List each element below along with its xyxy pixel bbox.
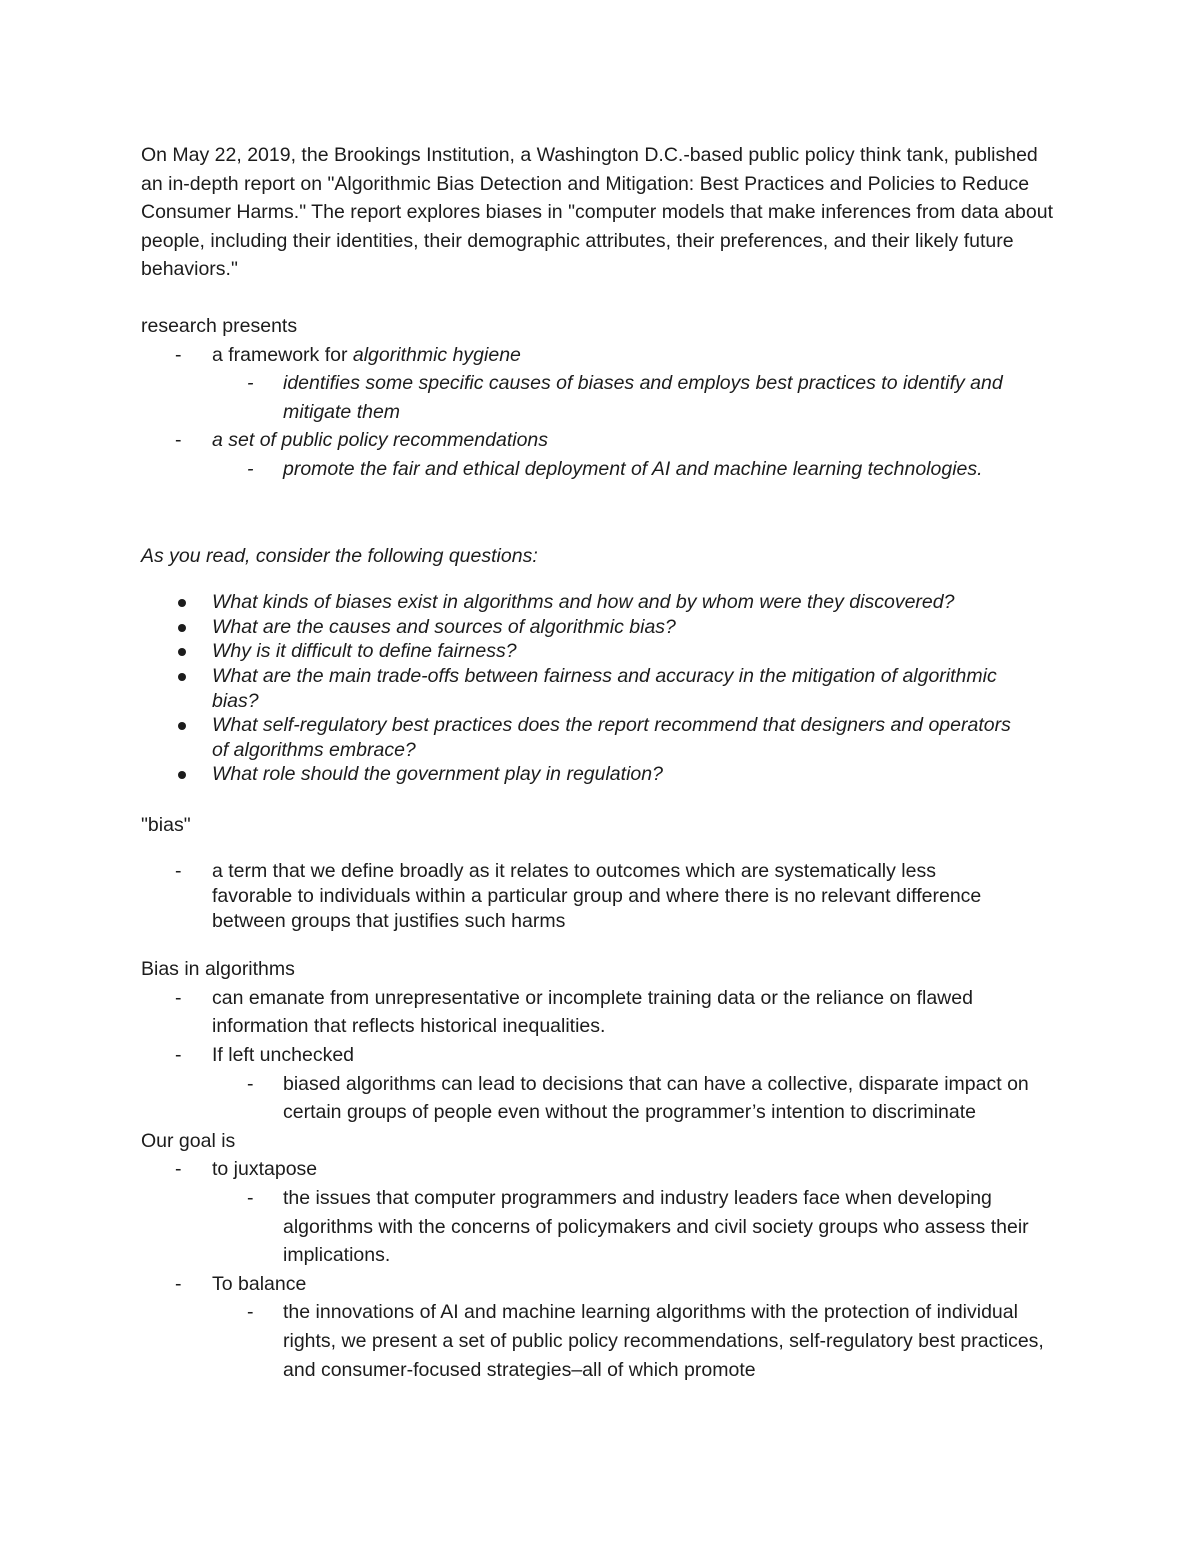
- goal-item-1-sub: the issues that computer programmers and industry leaders face when developing algorithms with the concerns of policymakers and civil society groups who assess their implications.: [283, 1187, 1029, 1267]
- question-text: What role should the government play in regulation?: [212, 763, 663, 786]
- dash-marker: -: [247, 1187, 254, 1209]
- list-item: [141, 455, 1083, 484]
- dash-marker: -: [175, 1158, 182, 1181]
- questions-heading: As you read, consider the following questions:: [141, 544, 538, 567]
- dash-marker: -: [247, 1301, 254, 1324]
- list-item: [141, 639, 1032, 664]
- bullet-icon: [178, 673, 186, 681]
- question-text: What self-regulatory best practices does the report recommend that designers and operators of algorithms embrace?: [212, 714, 1011, 761]
- research-item-1-text: a framework for: [212, 343, 353, 366]
- bullet-icon: [178, 599, 186, 607]
- dash-marker: -: [175, 429, 182, 452]
- research-section: [141, 312, 1071, 484]
- bullet-icon: [178, 624, 186, 632]
- dash-marker: -: [247, 372, 254, 395]
- list-item: [141, 341, 1071, 370]
- intro-paragraph: On May 22, 2019, the Brookings Institution, a Washington D.C.-based public policy think tank, published an in-depth report on "Algorithmic Bias Detection and Mitigation: Best Practices and Policies to Reduce Consumer Harms." The report explores biases in "computer models that make inferences from data about people, including their identities, their demographic attributes, their preferences, and their likely future behaviors.": [141, 144, 1053, 281]
- list-item: [141, 1041, 1071, 1070]
- algorithms-item-2-sub: biased algorithms can lead to decisions that can have a collective, disparate impact on certain groups of people even without the programmer’s intention to discriminate: [283, 1072, 1029, 1124]
- dash-marker: -: [175, 343, 182, 366]
- list-item: [141, 426, 1071, 455]
- bias-definition: a term that we define broadly as it relates to outcomes which are systematically less favorable to individuals within a particular group and where there is no relevant difference between groups that justifies such harms: [212, 860, 982, 932]
- research-item-2-sub: promote the fair and ethical deployment of AI and machine learning technologies.: [283, 457, 983, 480]
- goal-section: [141, 1127, 1071, 1384]
- list-item: [141, 1155, 1071, 1184]
- list-item: [141, 1070, 1043, 1127]
- algorithms-item-1: can emanate from unrepresentative or incomplete training data or the reliance on flawed information that reflects historical inequalities.: [212, 986, 973, 1038]
- questions-list: [141, 590, 1071, 787]
- list-item: [141, 615, 1032, 640]
- bullet-icon: [178, 722, 186, 730]
- goal-item-2: To balance: [212, 1272, 307, 1295]
- dash-marker: -: [247, 1072, 254, 1095]
- dash-marker: -: [175, 1044, 182, 1067]
- bias-section: [141, 811, 1071, 933]
- goal-item-1: to juxtapose: [212, 1158, 318, 1181]
- list-item: [141, 369, 1053, 426]
- goal-heading: Our goal is: [141, 1129, 236, 1152]
- algorithms-section: [141, 955, 1071, 1127]
- question-text: What are the causes and sources of algorithmic bias?: [212, 615, 676, 638]
- algorithms-item-2: If left unchecked: [212, 1044, 355, 1067]
- list-item: [141, 762, 1032, 787]
- dash-marker: -: [247, 457, 254, 480]
- list-item: [141, 984, 1062, 1041]
- question-text: What kinds of biases exist in algorithms and how and by whom were they discovered?: [212, 591, 955, 614]
- dash-marker: -: [175, 986, 182, 1009]
- research-heading: research presents: [141, 314, 298, 337]
- bias-heading: "bias": [141, 813, 191, 836]
- research-item-1-sub: identifies some specific causes of biases and employs best practices to identify and mitigate them: [283, 372, 1003, 423]
- goal-item-2-sub: the innovations of AI and machine learning algorithms with the protection of individual rights, we present a set of public policy recommendations, self-regulatory best practices, and consumer-focused strategies–all of which promote: [283, 1301, 1044, 1381]
- list-item: [141, 1270, 1071, 1299]
- list-item: [141, 664, 1012, 713]
- list-item: [141, 1184, 1063, 1270]
- list-item: [141, 590, 1032, 615]
- list-item: [141, 1298, 1063, 1384]
- document-page: [141, 141, 1071, 1384]
- questions-section: [141, 542, 1071, 787]
- bullet-icon: [178, 648, 186, 656]
- list-item: [141, 713, 1032, 762]
- research-item-2: a set of public policy recommendations: [212, 429, 549, 452]
- bullet-icon: [178, 771, 186, 779]
- algorithms-heading: Bias in algorithms: [141, 958, 295, 981]
- question-text: Why is it difficult to define fairness?: [212, 640, 517, 663]
- dash-marker: -: [175, 1272, 182, 1295]
- list-item: [141, 859, 1012, 933]
- question-text: What are the main trade-offs between fairness and accuracy in the mitigation of algorithmic bias?: [212, 664, 997, 712]
- dash-marker: -: [175, 860, 182, 883]
- research-item-1-italic: algorithmic hygiene: [352, 343, 521, 366]
